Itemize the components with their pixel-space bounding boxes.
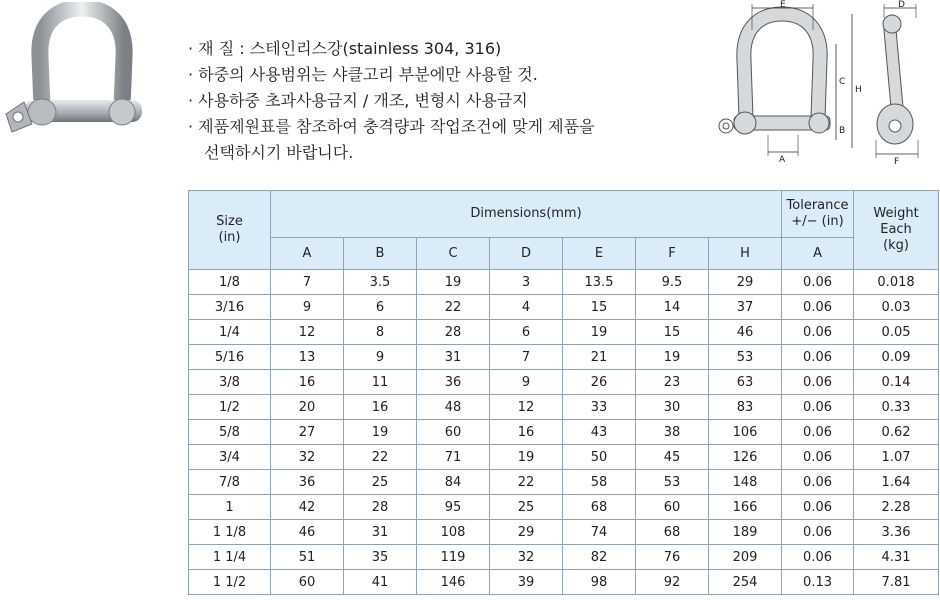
header-col-d: D xyxy=(490,238,563,270)
cell-a: 51 xyxy=(271,545,344,570)
cell-size: 3/4 xyxy=(189,445,271,470)
cell-f: 30 xyxy=(636,395,709,420)
table-row xyxy=(189,395,939,420)
cell-d: 12 xyxy=(490,395,563,420)
cell-weight: 0.018 xyxy=(854,270,939,295)
cell-e: 43 xyxy=(563,420,636,445)
cell-b: 35 xyxy=(344,545,417,570)
cell-tolerance: 0.06 xyxy=(782,520,854,545)
cell-e: 26 xyxy=(563,370,636,395)
cell-weight: 0.62 xyxy=(854,420,939,445)
header-col-f: F xyxy=(636,238,709,270)
cell-c: 84 xyxy=(417,470,490,495)
header-size-text: Size (in) xyxy=(216,214,243,245)
label-d: D xyxy=(898,0,905,10)
cell-e: 19 xyxy=(563,320,636,345)
cell-e: 82 xyxy=(563,545,636,570)
cell-f: 23 xyxy=(636,370,709,395)
table-row xyxy=(189,520,939,545)
cell-c: 31 xyxy=(417,345,490,370)
cell-d: 16 xyxy=(490,420,563,445)
table-row xyxy=(189,470,939,495)
cell-c: 19 xyxy=(417,270,490,295)
cell-a: 32 xyxy=(271,445,344,470)
cell-c: 36 xyxy=(417,370,490,395)
table-row xyxy=(189,570,939,595)
note-selection-cont: 선택하시기 바랍니다. xyxy=(204,143,354,162)
cell-a: 12 xyxy=(271,320,344,345)
cell-d: 32 xyxy=(490,545,563,570)
header-col-e: E xyxy=(563,238,636,270)
cell-e: 58 xyxy=(563,470,636,495)
cell-tolerance: 0.06 xyxy=(782,545,854,570)
cell-tolerance: 0.06 xyxy=(782,345,854,370)
cell-b: 31 xyxy=(344,520,417,545)
cell-h: 209 xyxy=(709,545,782,570)
dimension-diagram xyxy=(712,0,940,170)
header-col-h: H xyxy=(709,238,782,270)
cell-size: 3/8 xyxy=(189,370,271,395)
header-dimensions: Dimensions(mm) xyxy=(271,191,782,238)
header-size xyxy=(189,191,271,270)
table-row xyxy=(189,370,939,395)
cell-e: 50 xyxy=(563,445,636,470)
cell-h: 166 xyxy=(709,495,782,520)
cell-h: 53 xyxy=(709,345,782,370)
cell-tolerance: 0.06 xyxy=(782,270,854,295)
cell-a: 27 xyxy=(271,420,344,445)
cell-weight: 4.31 xyxy=(854,545,939,570)
table-row xyxy=(189,545,939,570)
cell-size: 1/2 xyxy=(189,395,271,420)
cell-weight: 0.14 xyxy=(854,370,939,395)
cell-d: 9 xyxy=(490,370,563,395)
header-weight-text: Weight Each (kg) xyxy=(873,206,919,253)
cell-c: 108 xyxy=(417,520,490,545)
cell-tolerance: 0.13 xyxy=(782,570,854,595)
cell-d: 3 xyxy=(490,270,563,295)
cell-size: 1 1/8 xyxy=(189,520,271,545)
cell-a: 42 xyxy=(271,495,344,520)
header-col-a: A xyxy=(271,238,344,270)
cell-a: 13 xyxy=(271,345,344,370)
cell-b: 19 xyxy=(344,420,417,445)
header-tol-col-a: A xyxy=(782,238,854,270)
table-row xyxy=(189,320,939,345)
cell-h: 106 xyxy=(709,420,782,445)
cell-c: 119 xyxy=(417,545,490,570)
cell-a: 20 xyxy=(271,395,344,420)
cell-f: 60 xyxy=(636,495,709,520)
cell-h: 37 xyxy=(709,295,782,320)
header-weight xyxy=(854,191,939,270)
cell-d: 19 xyxy=(490,445,563,470)
cell-weight: 0.03 xyxy=(854,295,939,320)
cell-c: 60 xyxy=(417,420,490,445)
cell-tolerance: 0.06 xyxy=(782,420,854,445)
cell-d: 4 xyxy=(490,295,563,320)
cell-tolerance: 0.06 xyxy=(782,395,854,420)
cell-a: 36 xyxy=(271,470,344,495)
cell-f: 92 xyxy=(636,570,709,595)
cell-d: 39 xyxy=(490,570,563,595)
cell-weight: 3.36 xyxy=(854,520,939,545)
cell-f: 53 xyxy=(636,470,709,495)
cell-weight: 7.81 xyxy=(854,570,939,595)
label-b: B xyxy=(839,126,846,136)
cell-e: 15 xyxy=(563,295,636,320)
header-col-b: B xyxy=(344,238,417,270)
cell-size: 5/8 xyxy=(189,420,271,445)
cell-b: 9 xyxy=(344,345,417,370)
cell-a: 16 xyxy=(271,370,344,395)
cell-b: 3.5 xyxy=(344,270,417,295)
cell-f: 14 xyxy=(636,295,709,320)
cell-d: 25 xyxy=(490,495,563,520)
cell-f: 68 xyxy=(636,520,709,545)
label-h: H xyxy=(855,85,862,95)
cell-size: 3/16 xyxy=(189,295,271,320)
note-material: · 재 질 : 스테인리스강(stainless 304, 316) xyxy=(188,39,502,58)
cell-h: 46 xyxy=(709,320,782,345)
cell-d: 29 xyxy=(490,520,563,545)
note-overload: · 사용하중 초과사용금지 / 개조, 변형시 사용금지 xyxy=(188,91,528,110)
cell-c: 28 xyxy=(417,320,490,345)
cell-b: 22 xyxy=(344,445,417,470)
cell-tolerance: 0.06 xyxy=(782,470,854,495)
table-row xyxy=(189,345,939,370)
cell-h: 29 xyxy=(709,270,782,295)
table-row xyxy=(189,295,939,320)
cell-d: 6 xyxy=(490,320,563,345)
note-selection: · 제품제원표를 참조하여 충격량과 작업조건에 맞게 제품을 xyxy=(188,117,595,136)
cell-e: 68 xyxy=(563,495,636,520)
cell-d: 22 xyxy=(490,470,563,495)
cell-h: 83 xyxy=(709,395,782,420)
product-notes xyxy=(188,36,595,166)
cell-tolerance: 0.06 xyxy=(782,320,854,345)
cell-h: 63 xyxy=(709,370,782,395)
cell-tolerance: 0.06 xyxy=(782,295,854,320)
cell-a: 60 xyxy=(271,570,344,595)
cell-weight: 0.33 xyxy=(854,395,939,420)
table-row xyxy=(189,270,939,295)
cell-a: 7 xyxy=(271,270,344,295)
cell-tolerance: 0.06 xyxy=(782,370,854,395)
cell-h: 189 xyxy=(709,520,782,545)
cell-b: 8 xyxy=(344,320,417,345)
cell-b: 25 xyxy=(344,470,417,495)
note-load-range: · 하중의 사용범위는 샤클고리 부분에만 사용할 것. xyxy=(188,65,538,84)
cell-f: 38 xyxy=(636,420,709,445)
cell-size: 1/8 xyxy=(189,270,271,295)
table-row xyxy=(189,495,939,520)
cell-c: 71 xyxy=(417,445,490,470)
cell-c: 146 xyxy=(417,570,490,595)
cell-c: 22 xyxy=(417,295,490,320)
cell-e: 74 xyxy=(563,520,636,545)
spec-table-body xyxy=(189,270,939,595)
cell-weight: 0.05 xyxy=(854,320,939,345)
cell-size: 1 xyxy=(189,495,271,520)
cell-f: 19 xyxy=(636,345,709,370)
spec-table xyxy=(188,190,939,595)
cell-d: 7 xyxy=(490,345,563,370)
cell-e: 33 xyxy=(563,395,636,420)
cell-a: 9 xyxy=(271,295,344,320)
cell-f: 45 xyxy=(636,445,709,470)
cell-size: 1 1/4 xyxy=(189,545,271,570)
cell-size: 1/4 xyxy=(189,320,271,345)
cell-weight: 2.28 xyxy=(854,495,939,520)
label-c: C xyxy=(839,77,846,87)
cell-b: 41 xyxy=(344,570,417,595)
cell-b: 16 xyxy=(344,395,417,420)
cell-c: 48 xyxy=(417,395,490,420)
cell-e: 21 xyxy=(563,345,636,370)
cell-h: 126 xyxy=(709,445,782,470)
header-tolerance-text: Tolerance +/− (in) xyxy=(786,198,849,229)
cell-f: 15 xyxy=(636,320,709,345)
cell-a: 46 xyxy=(271,520,344,545)
cell-c: 95 xyxy=(417,495,490,520)
cell-b: 6 xyxy=(344,295,417,320)
table-row xyxy=(189,445,939,470)
cell-h: 254 xyxy=(709,570,782,595)
cell-e: 98 xyxy=(563,570,636,595)
cell-weight: 1.07 xyxy=(854,445,939,470)
cell-size: 7/8 xyxy=(189,470,271,495)
cell-b: 11 xyxy=(344,370,417,395)
cell-size: 1 1/2 xyxy=(189,570,271,595)
label-f: F xyxy=(894,157,900,167)
label-a: A xyxy=(779,155,786,165)
cell-tolerance: 0.06 xyxy=(782,445,854,470)
header-tolerance xyxy=(782,191,854,238)
cell-weight: 1.64 xyxy=(854,470,939,495)
cell-e: 13.5 xyxy=(563,270,636,295)
cell-h: 148 xyxy=(709,470,782,495)
header-col-c: C xyxy=(417,238,490,270)
cell-tolerance: 0.06 xyxy=(782,495,854,520)
label-e: E xyxy=(780,0,786,10)
cell-f: 76 xyxy=(636,545,709,570)
table-row xyxy=(189,420,939,445)
cell-size: 5/16 xyxy=(189,345,271,370)
cell-b: 28 xyxy=(344,495,417,520)
cell-f: 9.5 xyxy=(636,270,709,295)
shackle-photo xyxy=(2,2,152,137)
cell-weight: 0.09 xyxy=(854,345,939,370)
